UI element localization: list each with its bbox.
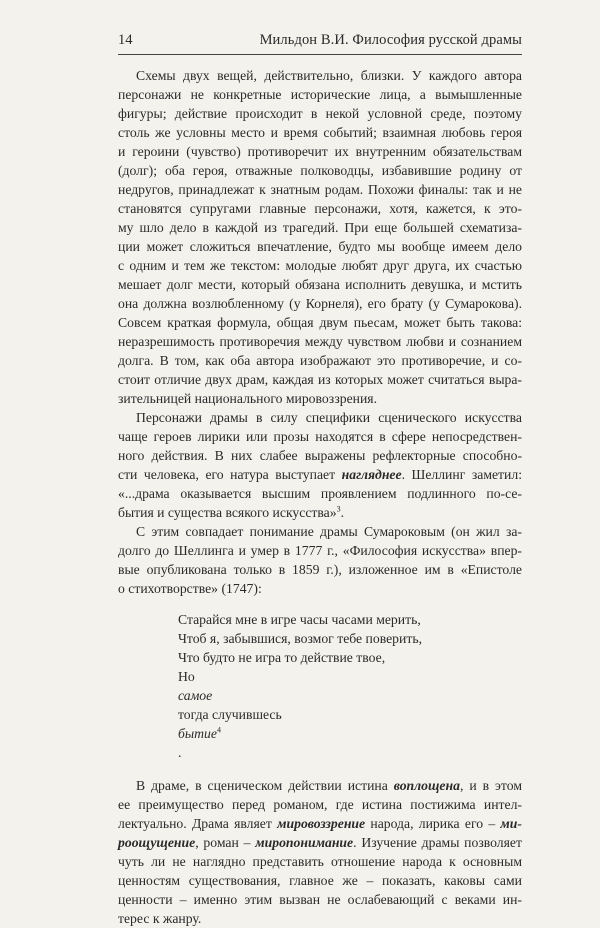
text-line: зительницей национального мировоззрения.	[118, 391, 378, 406]
text-run: , и в этом	[459, 778, 522, 793]
page-number: 14	[118, 32, 133, 48]
text-run: . Шеллинг заметил:	[401, 467, 522, 482]
text-run: , роман –	[195, 835, 256, 850]
text-line	[118, 503, 522, 522]
text-run: тогда случившесь	[178, 707, 282, 722]
text-line	[118, 814, 522, 833]
text-line: фигуры; действие происходит в некой условной среде, поэтому	[118, 106, 522, 121]
paragraph-2	[118, 408, 522, 522]
poem-line: Старайся мне в игре часы часами мерить,	[178, 612, 421, 627]
text-line: чаще героев лирики или прозы находятся в сфере непосредствен-	[118, 429, 522, 444]
poem-quote	[118, 610, 522, 762]
text-line: С этим совпадает понимание драмы Сумароковым (он жил за-	[136, 524, 522, 539]
text-run: . Изучение драмы позволяет	[353, 835, 522, 850]
text-line: ее преимущество перед романом, где истина постижима интел-	[118, 797, 522, 812]
emphasis: самое	[178, 688, 213, 703]
text-line: о стихотворстве» (1747):	[118, 581, 262, 596]
text-line: ценности – именно этим вызван не ослабевающий с веками ин-	[118, 892, 522, 907]
poem-line: Что будто не игра то действие твое,	[178, 650, 386, 665]
page-body	[118, 66, 522, 928]
paragraph-3	[118, 522, 522, 598]
emphasis: бытие	[178, 726, 217, 741]
running-header	[118, 32, 522, 55]
text-line: и героини (чувство) противоречит их внутренним обязательствам	[118, 144, 522, 159]
text-run: бытия и существа всякого искусства»	[118, 505, 337, 520]
text-line: ции может сложиться впечатление, будто мы вообще имеем дело	[118, 239, 522, 254]
text-line: с одним и тем же текстом: молодые любят друг друга, их счастью	[118, 258, 522, 273]
text-line: неразрешимость противоречия между чувством любви и сознанием	[118, 334, 522, 349]
text-run: лектуально. Драма являет	[118, 816, 278, 831]
text-line: «...драма оказывается высшим проявлением подлинного по-се-	[118, 486, 522, 501]
footnote-ref: 4	[216, 725, 221, 735]
text-run: .	[178, 745, 182, 760]
text-line: недругов, принадлежат к знатным родам. Похожи финалы: так и не	[118, 182, 522, 197]
emphasis: роощущение	[118, 835, 196, 850]
text-line: чуть ли не наглядно представить отношение народа к основным	[118, 854, 522, 869]
text-line: (долг); оба героя, отважные полководцы, избавившие родину от	[118, 163, 522, 178]
paragraph-4	[118, 776, 522, 928]
text-line: Схемы двух вещей, действительно, близки. У каждого автора	[136, 68, 522, 83]
text-line	[118, 776, 522, 795]
text-run: сти человека, его натура выступает	[118, 467, 336, 482]
text-line: вые опубликована только в 1859 г.), изложенное им в «Епистоле	[118, 562, 522, 577]
text-line: Совсем краткая формула, общая двум пьесам, может быть такова:	[118, 315, 522, 330]
text-line: Персонажи драмы в силу специфики сценического искусства	[136, 410, 522, 425]
footnote-ref: 3	[336, 504, 341, 514]
text-line: стоит отличие двух драм, каждая из которых может считаться выра-	[118, 372, 522, 387]
poem-line	[178, 667, 522, 762]
text-line: терес к жанру.	[118, 911, 202, 926]
emphasis: мировоззрение	[277, 816, 366, 831]
text-line: столь же условны место и время событий; взаимная любовь героя	[118, 125, 522, 140]
poem-line: Чтоб я, забывшися, возмог тебе поверить,	[178, 631, 422, 646]
text-line	[118, 465, 522, 484]
emphasis: ми-	[500, 816, 522, 831]
text-run: народа, лирика его –	[365, 816, 501, 831]
text-run: Но	[178, 669, 195, 684]
running-title: Мильдон В.И. Философия русской драмы	[259, 32, 522, 48]
emphasis-part: ее	[389, 467, 402, 482]
emphasis: миропонимание	[255, 835, 354, 850]
text-line: она должна возлюбленному (у Корнеля), его брату (у Сумарокова).	[118, 296, 522, 311]
text-line: долга. В том, как оба автора изображают это противоречие, и со-	[118, 353, 522, 368]
emphasis-part: наглядн	[341, 467, 390, 482]
emphasis: воплощена	[393, 778, 460, 793]
emphasis	[342, 467, 402, 482]
text-line: персонажи не конкретные исторические лица, а вымышленные	[118, 87, 522, 102]
text-line	[118, 833, 522, 852]
text-run: В драме, в сценическом действии истина	[136, 778, 394, 793]
text-line: мешает долг мести, который обязана исполнить девушка, и мстить	[118, 277, 522, 292]
text-line: му шло дело в каждой из трагедий. При еще большей схематиза-	[118, 220, 522, 235]
text-run: .	[340, 505, 345, 520]
text-line: становятся супругами главные персонажи, хотя, кажется, к это-	[118, 201, 522, 216]
text-line: ценностям существования, главное же – показать, каковы сами	[118, 873, 522, 888]
text-line: ного действия. В них слабее выражены рефлекторные способно-	[118, 448, 522, 463]
paragraph-1	[118, 66, 522, 408]
text-line: долго до Шеллинга и умер в 1777 г., «Философия искусства» впер-	[118, 543, 522, 558]
